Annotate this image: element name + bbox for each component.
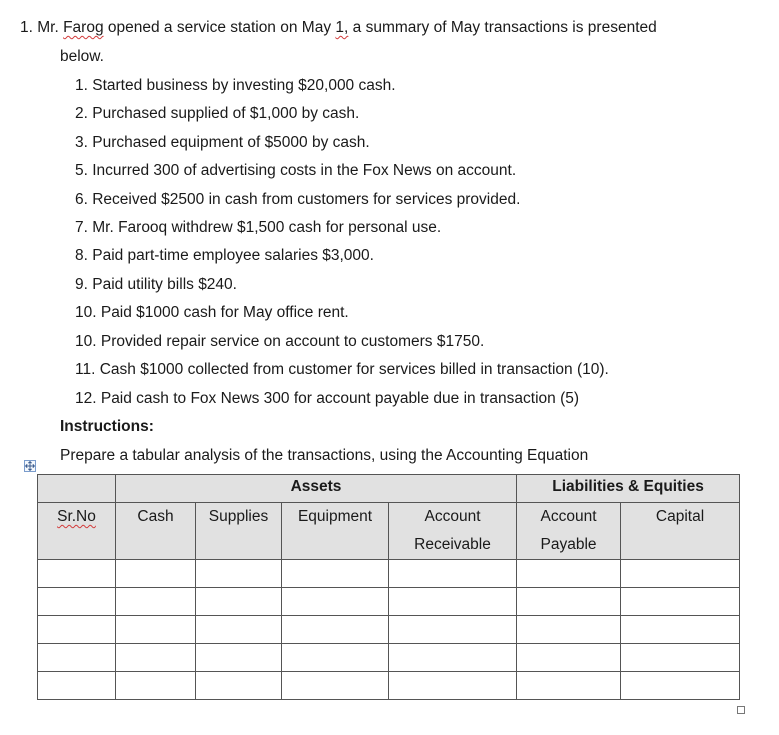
table-cell[interactable] bbox=[389, 560, 517, 588]
name-prefix: Mr. bbox=[37, 19, 59, 36]
instructions-heading: Instructions: bbox=[60, 418, 154, 435]
transaction-item: 9. Paid utility bills $240. bbox=[75, 276, 237, 293]
table-cell[interactable] bbox=[196, 588, 282, 616]
table-cell[interactable] bbox=[389, 588, 517, 616]
equipment-header: Equipment bbox=[282, 503, 389, 560]
capital-header: Capital bbox=[621, 503, 740, 560]
table-row bbox=[38, 560, 740, 588]
table-cell[interactable] bbox=[389, 644, 517, 672]
supplies-header: Supplies bbox=[196, 503, 282, 560]
statement-text-a: opened a service station on May bbox=[107, 19, 332, 36]
table-cell[interactable] bbox=[38, 672, 116, 700]
table-cell[interactable] bbox=[517, 560, 621, 588]
table-move-handle-icon[interactable] bbox=[24, 460, 36, 472]
table-cell[interactable] bbox=[389, 672, 517, 700]
table-cell[interactable] bbox=[282, 560, 389, 588]
table-cell[interactable] bbox=[116, 672, 196, 700]
problem-statement bbox=[20, 18, 657, 38]
accounting-equation-table bbox=[37, 474, 740, 700]
transaction-item: 11. Cash $1000 collected from customer for services billed in transaction (10). bbox=[75, 361, 609, 378]
transaction-item: 2. Purchased supplied of $1,000 by cash. bbox=[75, 105, 360, 122]
header-blank-cell bbox=[38, 475, 116, 503]
account-receivable-header bbox=[389, 503, 517, 560]
sr-no-label: Sr.No bbox=[57, 508, 96, 525]
table-cell[interactable] bbox=[196, 672, 282, 700]
table-cell[interactable] bbox=[282, 588, 389, 616]
transaction-item: 12. Paid cash to Fox News 300 for account payable due in transaction (5) bbox=[75, 390, 580, 407]
transaction-item: 1. Started business by investing $20,000 cash. bbox=[75, 77, 396, 94]
problem-number: 1. bbox=[20, 19, 33, 36]
table-cell[interactable] bbox=[621, 644, 740, 672]
table-row bbox=[38, 616, 740, 644]
assets-header: Assets bbox=[116, 475, 517, 503]
table-row bbox=[38, 672, 740, 700]
owner-name: Farog bbox=[63, 19, 104, 36]
account-payable-line1: Account bbox=[540, 508, 597, 525]
account-receivable-line2: Receivable bbox=[414, 536, 491, 553]
table-cell[interactable] bbox=[517, 672, 621, 700]
table-cell[interactable] bbox=[282, 616, 389, 644]
transaction-item: 3. Purchased equipment of $5000 by cash. bbox=[75, 134, 370, 151]
table-row bbox=[38, 644, 740, 672]
table-cell[interactable] bbox=[517, 588, 621, 616]
table-column-header-row bbox=[38, 503, 740, 560]
statement-text-b: a summary of May transactions is presented bbox=[352, 19, 657, 36]
table-cell[interactable] bbox=[38, 560, 116, 588]
account-receivable-line1: Account bbox=[424, 508, 481, 525]
account-payable-line2: Payable bbox=[540, 536, 597, 553]
table-cell[interactable] bbox=[621, 672, 740, 700]
table-row bbox=[38, 588, 740, 616]
transaction-item: 10. Provided repair service on account to customers $1750. bbox=[75, 333, 485, 350]
table-cell[interactable] bbox=[282, 672, 389, 700]
account-payable-header bbox=[517, 503, 621, 560]
liabilities-equities-header: Liabilities & Equities bbox=[517, 475, 740, 503]
table-cell[interactable] bbox=[116, 644, 196, 672]
table-group-header-row bbox=[38, 475, 740, 503]
table-cell[interactable] bbox=[517, 644, 621, 672]
table-cell[interactable] bbox=[389, 616, 517, 644]
table-cell[interactable] bbox=[621, 588, 740, 616]
table-cell[interactable] bbox=[196, 644, 282, 672]
table-cell[interactable] bbox=[116, 616, 196, 644]
transaction-item: 5. Incurred 300 of advertising costs in the Fox News on account. bbox=[75, 162, 517, 179]
table-cell[interactable] bbox=[116, 588, 196, 616]
table-cell[interactable] bbox=[517, 616, 621, 644]
cash-header: Cash bbox=[116, 503, 196, 560]
table-cell[interactable] bbox=[38, 588, 116, 616]
instructions-text: Prepare a tabular analysis of the transactions, using the Accounting Equation bbox=[60, 447, 589, 464]
table-cell[interactable] bbox=[621, 616, 740, 644]
statement-date: 1, bbox=[335, 19, 349, 36]
transaction-item: 8. Paid part-time employee salaries $3,000. bbox=[75, 247, 374, 264]
move-arrows-icon bbox=[25, 461, 35, 471]
table-cell[interactable] bbox=[282, 644, 389, 672]
table-resize-handle[interactable] bbox=[737, 706, 745, 714]
table-cell[interactable] bbox=[196, 560, 282, 588]
table-cell[interactable] bbox=[196, 616, 282, 644]
transaction-item: 10. Paid $1000 cash for May office rent. bbox=[75, 304, 349, 321]
transaction-item: 7. Mr. Farooq withdrew $1,500 cash for personal use. bbox=[75, 219, 442, 236]
statement-continuation: below. bbox=[60, 48, 104, 65]
table-cell[interactable] bbox=[38, 644, 116, 672]
table-cell[interactable] bbox=[116, 560, 196, 588]
table-cell[interactable] bbox=[621, 560, 740, 588]
table-cell[interactable] bbox=[38, 616, 116, 644]
transaction-item: 6. Received $2500 in cash from customers for services provided. bbox=[75, 191, 521, 208]
sr-no-header bbox=[38, 503, 116, 560]
